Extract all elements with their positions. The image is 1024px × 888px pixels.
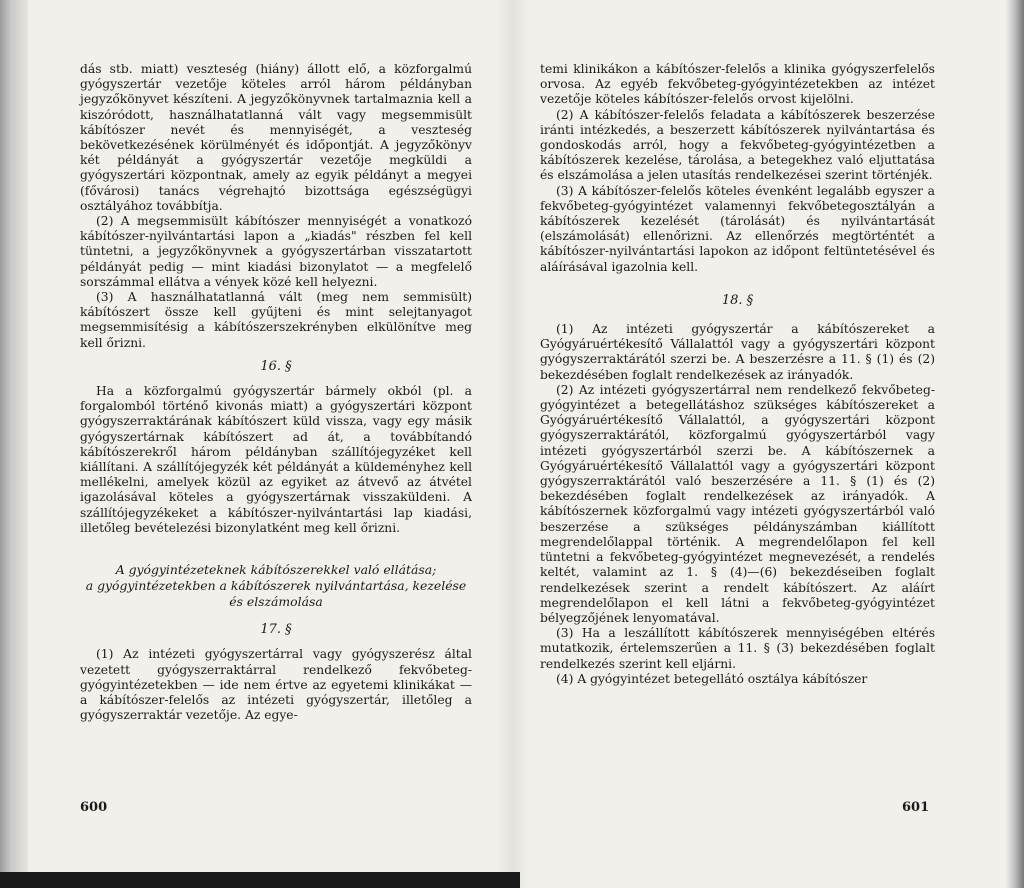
left-paragraph-4: Ha a közforgalmú gyógyszertár bármely okból (pl. a forgalomból történő kivonás miatt) a gyógyszertári központ gyógyszerraktárának kábítószert küld vissza, vagy egy másik gyógyszertárnak kábítószert ad át, a továbbítandó kábítószerekről három példányban szállítójegyzéket kell kiállítani. A szállítójegyzék két példányát a küldeményhez kell mellékelni, amelyek közül az egyiket az átvevő az átvétel igazolásával köteles a gyógyszertárnak visszaküldeni. A szállítójegyzékeket a kábítószer-nyilvántartási lap kiadási, illetőleg bevételezési bizonylatként meg kell őrizni. (80, 384, 472, 535)
chapter-heading (80, 562, 472, 610)
left-paragraph-1: dás stb. miatt) veszteség (hiány) állott elő, a közforgalmú gyógyszertár vezetője köteles arról három példányban jegyzőkönyvet készíteni. A jegyzőkönyvnek tartalmaznia kell a kiszóródott, használhatatlanná vált vagy megsemmisült kábítószer nevét és mennyiségét, a veszteség bekövetkezésének körülményét és időpontját. A jegyzőkönyv két példányát a gyógyszertár vezetője megküldi a gyógyszertári központnak, amely az egyik példányt a megyei (fővárosi) tanács végrehajtó bizottsága egészségügyi osztályához továbbítja. (80, 62, 472, 213)
right-paragraph-6: (3) Ha a leszállított kábítószerek mennyiségében eltérés mutatkozik, értelemszerűen a 11. § (3) bekezdésében foglalt rendelkezés szerint kell eljárni. (540, 626, 935, 671)
section-18-heading: 18. § (721, 292, 754, 308)
right-paragraph-3: (3) A kábítószer-felelős köteles évenként legalább egyszer a fekvőbeteg-gyógyintézet valamennyi fekvőbetegosztályán a kábítószerek kezelését (tárolását) és nyilvántartását (elszámolását) ellenőrizni. Az ellenőrzés megtörténtét a kábítószer-nyilvántartási lapokon az időpont feltüntetésével és aláírásával igazolnia kell. (540, 183, 935, 274)
right-paragraph-4: (1) Az intézeti gyógyszertár a kábítószereket a Gyógyáruértékesítő Vállalattól vagy a gyógyszertári központ gyógyszerraktárától szerzi be. A beszerzésre a 11. § (1) és (2) bekezdésében foglalt rendelkezések az irányadók. (540, 322, 935, 382)
left-paragraph-2: (2) A megsemmisült kábítószer mennyiségét a vonatkozó kábítószer-nyilvántartási lapon a „kiadás" részben fel kell tüntetni, a jegyzőkönyvnek a gyógyszertárban visszatartott példányát pedig — mint kiadási bizonylatot — a megfelelő sorszámmal ellátva a vények közé kell helyezni. (80, 214, 472, 289)
right-paragraph-2: (2) A kábítószer-felelős feladata a kábítószerek beszerzése iránti intézkedés, a beszerzett kábítószerek nyilvántartása és gondoskodás arról, hogy a fekvőbeteg-gyógyintézetben a kábítószerek kezelése, tárolása, a betegekhez való eljuttatása és elszámolása a jelen utasítás rendelkezései szerint történjék. (540, 107, 935, 183)
left-paragraph-5: (1) Az intézeti gyógyszertárral vagy gyógyszerész által vezetett gyógyszerraktárral rendelkező fekvőbeteg-gyógyintézetekben — ide nem értve az egyetemi klinikákat — a kábítószer-felelős az intézeti gyógyszertár, illetőleg a gyógyszerraktár vezetője. Az egye- (80, 647, 472, 723)
right-paragraph-5: (2) Az intézeti gyógyszertárral nem rendelkező fekvőbeteg-gyógyintézet a betegellátáshoz szükséges kábítószereket a Gyógyáruértékesítő Vállalattól, a gyógyszertári központ gyógyszerraktárától, közforgalmú gyógyszertárból vagy intézeti gyógyszertárból szerzi be. A kábítószernek a Gyógyáruértékesítő Vállalattól vagy a gyógyszertári központ gyógyszerraktárától való beszerzésére a 11. § (1) és (2) bekezdésében foglalt rendelkezések az irányadók. A kábítószernek közforgalmú vagy intézeti gyógyszertárból való beszerzése a szükséges példányszámban kiállított megrendelőlappal történik. A megrendelőlapon fel kell tüntetni a fekvőbeteg-gyógyintézet megnevezését, a rendelés keltét, valamint az 1. § (4)—(6) bekezdéseiben foglalt rendelkezések szerint a rendelt kábítószert. Az aláírt megrendelőlapon el kell látni a fekvőbeteg-gyógyintézet bélyegzőjének lenyomatával. (540, 382, 935, 625)
center-gutter (496, 0, 530, 888)
right-page-number: 601 (902, 800, 930, 815)
left-page (80, 62, 472, 723)
right-page (540, 62, 935, 687)
chapter-heading-line-2: a gyógyintézetekben a kábítószerek nyilvántartása, kezelése (85, 578, 467, 594)
section-16-heading: 16. § (260, 358, 292, 374)
right-paragraph-7: (4) A gyógyintézet betegellátó osztálya kábítószer (556, 671, 868, 686)
left-page-number: 600 (80, 800, 108, 815)
left-paragraph-3: (3) A használhatatlanná vált (meg nem semmisült) kábítószert össze kell gyűjteni és mint selejtanyagot megsemmisítésig a kábítószerszekrényben elkülönítve meg kell őrizni. (80, 290, 472, 350)
section-17-heading: 17. § (260, 622, 292, 638)
left-binding-edge (0, 0, 28, 888)
chapter-heading-line-3: és elszámolása (229, 594, 323, 610)
scan-bottom-edge (0, 872, 520, 888)
right-paragraph-1: temi klinikákon a kábítószer-felelős a klinika gyógyszerfelelős orvosa. Az egyéb fekvőbeteg-gyógyintézetekben az intézet vezetője köteles kábítószer-felelős orvost kijelölni. (540, 62, 935, 107)
right-binding-edge (1006, 0, 1024, 888)
chapter-heading-line-1: A gyógyintézeteknek kábítószerekkel való ellátása; (115, 562, 437, 578)
